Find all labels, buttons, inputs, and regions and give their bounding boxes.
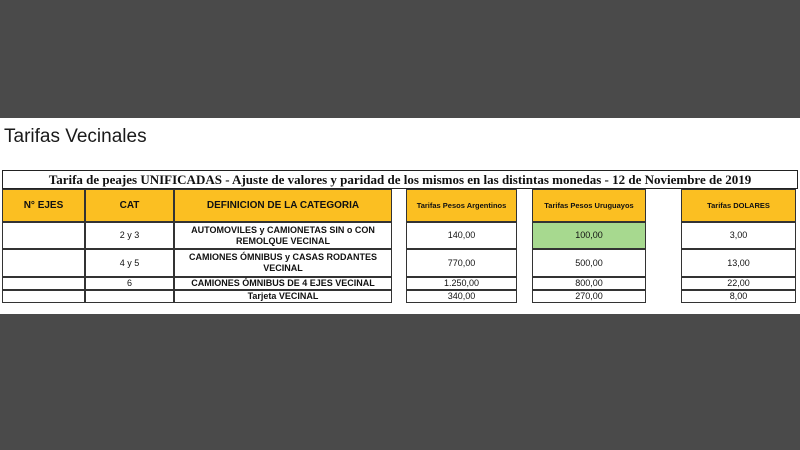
row-3-ars: 1.250,00 — [406, 277, 517, 290]
row-1-cat: 2 y 3 — [85, 222, 174, 249]
row-3-ejes — [2, 277, 85, 290]
row-1-ejes — [2, 222, 85, 249]
row-2-ars: 770,00 — [406, 249, 517, 277]
page-title: Tarifas Vecinales — [4, 126, 147, 147]
row-2-uyu: 500,00 — [532, 249, 646, 277]
header-definicion: DEFINICION DE LA CATEGORIA — [174, 189, 392, 222]
row-2-usd: 13,00 — [681, 249, 796, 277]
row-1-ars: 140,00 — [406, 222, 517, 249]
row-2-cat: 4 y 5 — [85, 249, 174, 277]
row-4-definicion: Tarjeta VECINAL — [174, 290, 392, 303]
row-2-ejes — [2, 249, 85, 277]
header-cat: CAT — [85, 189, 174, 222]
row-4-ejes — [2, 290, 85, 303]
row-3-cat: 6 — [85, 277, 174, 290]
document-page — [0, 118, 800, 314]
row-2-definicion: CAMIONES ÓMNIBUS y CASAS RODANTES VECINAL — [174, 249, 392, 277]
header-ars: Tarifas Pesos Argentinos — [406, 189, 517, 222]
row-3-uyu: 800,00 — [532, 277, 646, 290]
row-1-usd: 3,00 — [681, 222, 796, 249]
row-1-definicion: AUTOMOVILES y CAMIONETAS SIN o CON REMOLQUE VECINAL — [174, 222, 392, 249]
row-4-uyu: 270,00 — [532, 290, 646, 303]
row-4-usd: 8,00 — [681, 290, 796, 303]
row-4-cat — [85, 290, 174, 303]
header-usd: Tarifas DOLARES — [681, 189, 796, 222]
row-4-ars: 340,00 — [406, 290, 517, 303]
header-uyu: Tarifas Pesos Uruguayos — [532, 189, 646, 222]
header-ejes: N° EJES — [2, 189, 85, 222]
row-3-definicion: CAMIONES ÓMNIBUS DE 4 EJES VECINAL — [174, 277, 392, 290]
row-3-usd: 22,00 — [681, 277, 796, 290]
table-banner: Tarifa de peajes UNIFICADAS - Ajuste de valores y paridad de los mismos en las distintas monedas - 12 de Noviembre de 2019 — [2, 170, 798, 189]
row-1-uyu: 100,00 — [532, 222, 646, 249]
